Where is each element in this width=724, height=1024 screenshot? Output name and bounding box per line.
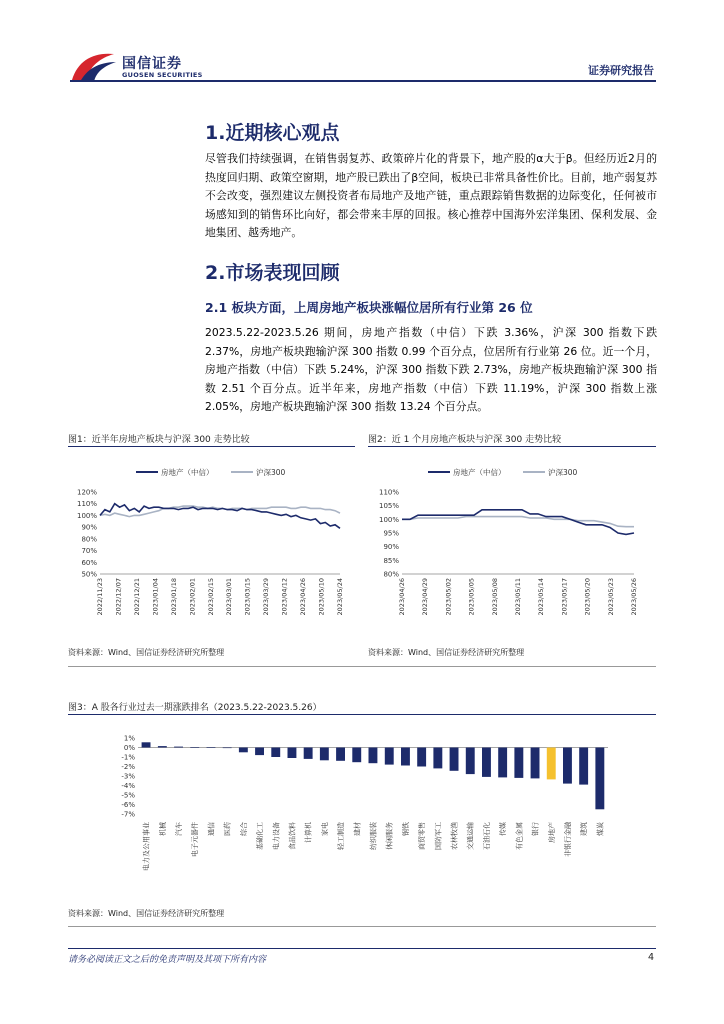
bar bbox=[271, 748, 280, 758]
figure-2-source: 资料来源：Wind、国信证券经济研究所整理 bbox=[368, 648, 525, 657]
bar bbox=[595, 748, 604, 810]
y-tick-label: 70% bbox=[81, 547, 97, 556]
figure-3-bottom-rule bbox=[68, 926, 656, 927]
logo-chinese-name: 国信证券 bbox=[122, 56, 182, 72]
y-tick-label: -1% bbox=[121, 753, 135, 762]
x-tick-label: 2022/12/21 bbox=[132, 578, 141, 616]
y-tick-label: 90% bbox=[383, 543, 399, 552]
figure-3-title: 图3：A 股各行业过去一期涨跌排名（2023.5.22-2023.5.26） bbox=[68, 703, 322, 713]
bar bbox=[466, 748, 475, 775]
bar bbox=[401, 748, 410, 766]
bar bbox=[174, 747, 183, 748]
category-label: 电力及公用事业 bbox=[142, 822, 151, 871]
bar bbox=[304, 748, 313, 759]
x-tick-label: 2022/12/07 bbox=[114, 578, 123, 616]
y-tick-label: 105% bbox=[378, 502, 399, 511]
y-tick-label: -7% bbox=[121, 810, 135, 819]
logo-english-name: GUOSEN SECURITIES bbox=[122, 71, 203, 79]
bar bbox=[158, 746, 167, 747]
x-tick-label: 2023/02/15 bbox=[206, 578, 215, 616]
x-tick-label: 2023/04/26 bbox=[398, 578, 406, 616]
category-label: 有色金属 bbox=[515, 822, 524, 850]
figure-1-chart bbox=[68, 450, 358, 640]
category-label: 轻工制造 bbox=[337, 822, 346, 850]
x-tick-label: 2023/05/24 bbox=[336, 578, 344, 616]
category-label: 钢铁 bbox=[401, 822, 410, 836]
y-tick-label: 90% bbox=[81, 523, 97, 532]
figure-1-source: 资料来源：Wind、国信证券经济研究所整理 bbox=[68, 648, 225, 657]
category-label: 房地产 bbox=[547, 822, 556, 843]
x-tick-label: 2022/11/23 bbox=[96, 578, 104, 616]
bar bbox=[352, 748, 361, 763]
category-label: 汽车 bbox=[175, 822, 184, 836]
category-label: 纺织服装 bbox=[369, 822, 378, 850]
x-tick-label: 2023/05/10 bbox=[317, 578, 326, 616]
bar bbox=[417, 748, 426, 767]
bar bbox=[433, 748, 442, 769]
bar bbox=[498, 748, 507, 778]
bar bbox=[223, 748, 232, 749]
category-label: 计算机 bbox=[304, 822, 313, 843]
bar bbox=[190, 747, 199, 748]
x-tick-label: 2023/04/26 bbox=[299, 578, 308, 616]
x-tick-label: 2023/05/14 bbox=[537, 578, 546, 616]
report-type-label: 证券研究报告 bbox=[588, 64, 654, 77]
category-label: 银行 bbox=[531, 822, 540, 836]
bar bbox=[482, 748, 491, 777]
section-1-title: 1.近期核心观点 bbox=[205, 122, 340, 144]
disclaimer-notice: 请务必阅读正文之后的免责声明及其项下所有内容 bbox=[68, 955, 267, 965]
y-tick-label: 100% bbox=[76, 511, 97, 520]
y-tick-label: 110% bbox=[76, 500, 97, 509]
x-tick-label: 2023/05/20 bbox=[583, 578, 592, 616]
figure-3-chart bbox=[68, 718, 656, 898]
figure-3-source: 资料来源：Wind、国信证券经济研究所整理 bbox=[68, 909, 225, 918]
section-2-body: 2023.5.22-2023.5.26 期间，房地产指数（中信）下跌 3.36%，沪深 300 指数下跌 2.37%，房地产板块跑输沪深 300 指数 0.99 个百分点，位居所有行业第 26 位。近一个月，房地产指数（中信）下跌 5.24%，沪深 300 指数下跌 2.73%，房地产板块跑输沪深 300 指数 2.51 个百分点。近半年来，房地产指数（中信）下跌 11.19%，沪深 300 指数上涨 2.05%，房地产板块跑输沪深 300 指数 13.24 个百分点。 bbox=[205, 326, 657, 414]
bar bbox=[547, 748, 556, 780]
y-tick-label: -5% bbox=[121, 791, 135, 800]
legend-label-1: 沪深300 bbox=[256, 468, 286, 477]
figure-2-chart bbox=[368, 450, 658, 640]
category-label: 商贸零售 bbox=[418, 822, 427, 850]
bar bbox=[514, 748, 523, 778]
chart-legend bbox=[136, 467, 286, 477]
y-tick-label: 100% bbox=[378, 515, 399, 524]
figure-2-top-rule bbox=[368, 446, 656, 447]
category-label: 石油石化 bbox=[482, 822, 491, 850]
category-label: 医药 bbox=[223, 822, 232, 836]
category-label: 机械 bbox=[158, 822, 167, 836]
category-label: 基础化工 bbox=[256, 822, 265, 850]
category-label: 煤炭 bbox=[596, 822, 605, 836]
y-tick-label: 50% bbox=[81, 570, 97, 579]
bar bbox=[239, 748, 248, 753]
category-label: 交通运输 bbox=[466, 822, 475, 850]
bar bbox=[207, 747, 216, 748]
category-label: 建筑 bbox=[580, 822, 589, 836]
y-tick-label: 95% bbox=[383, 529, 399, 538]
category-label: 综合 bbox=[239, 822, 248, 836]
category-label: 家电 bbox=[320, 822, 329, 836]
x-tick-label: 2023/04/29 bbox=[421, 578, 430, 616]
y-tick-label: 110% bbox=[378, 488, 399, 497]
y-tick-label: 80% bbox=[383, 570, 399, 579]
x-tick-label: 2023/05/17 bbox=[560, 578, 569, 616]
y-tick-label: 0% bbox=[123, 744, 135, 752]
category-label: 非银行金融 bbox=[563, 822, 572, 857]
x-tick-label: 2023/01/18 bbox=[169, 578, 178, 616]
bar bbox=[336, 748, 345, 761]
figure-1-top-rule bbox=[68, 446, 355, 447]
section-1-body: 尽管我们持续强调，在销售弱复苏、政策碎片化的背景下，地产股的α大于β。但经历近2月的热度回归期、政策空窗期，地产股已跌出了β空间，板块已非常具备性价比。目前，地产弱复苏不会改变，强烈建议左侧投资者布局地产及地产链，重点跟踪销售数据的边际变化，任何被市场感知到的销售环比向好，都会带来丰厚的回报。核心推荐中国海外宏洋集团、保利发展、金地集团、越秀地产。 bbox=[205, 152, 657, 240]
y-tick-label: -4% bbox=[121, 782, 135, 790]
category-label: 建材 bbox=[353, 822, 362, 836]
y-tick-label: 1% bbox=[123, 734, 135, 743]
section-2-title: 2.市场表现回顾 bbox=[205, 262, 340, 284]
x-tick-label: 2023/02/01 bbox=[188, 578, 197, 616]
category-label: 食品饮料 bbox=[288, 822, 297, 850]
bar bbox=[288, 748, 297, 759]
category-label: 传媒 bbox=[499, 822, 508, 836]
legend-label-0: 房地产（中信） bbox=[161, 468, 214, 477]
figure-row-divider bbox=[68, 666, 656, 667]
bar bbox=[450, 748, 459, 771]
figure-1-title: 图1：近半年房地产板块与沪深 300 走势比较 bbox=[68, 435, 250, 445]
bar bbox=[320, 748, 329, 761]
category-label: 电子元器件 bbox=[191, 822, 200, 857]
section-2-1-title: 2.1 板块方面，上周房地产板块涨幅位居所有行业第 26 位 bbox=[205, 300, 533, 315]
x-tick-label: 2023/01/04 bbox=[151, 578, 160, 616]
footer-divider bbox=[68, 948, 656, 949]
guosen-logo-mark-icon bbox=[70, 50, 118, 84]
category-label: 通信 bbox=[207, 822, 216, 836]
figure-2-title: 图2：近 1 个月房地产板块与沪深 300 走势比较 bbox=[368, 435, 562, 445]
bar bbox=[531, 748, 540, 779]
x-tick-label: 2023/05/23 bbox=[606, 578, 615, 616]
bar bbox=[385, 748, 394, 765]
y-tick-label: -2% bbox=[121, 763, 135, 771]
series-line-1 bbox=[100, 506, 340, 516]
legend-label-0: 房地产（中信） bbox=[453, 468, 506, 477]
bar bbox=[255, 748, 264, 756]
x-tick-label: 2023/03/01 bbox=[225, 578, 234, 616]
bar bbox=[142, 742, 151, 747]
bar bbox=[563, 748, 572, 784]
y-tick-label: 80% bbox=[81, 535, 97, 544]
bar bbox=[369, 748, 378, 764]
category-label: 休闲服务 bbox=[385, 822, 394, 850]
category-label: 电力设备 bbox=[272, 822, 281, 850]
figure-3-top-rule bbox=[68, 714, 656, 715]
x-tick-label: 2023/05/11 bbox=[514, 578, 522, 616]
legend-label-1: 沪深300 bbox=[548, 468, 578, 477]
x-tick-label: 2023/03/29 bbox=[262, 578, 271, 616]
y-tick-label: 85% bbox=[383, 556, 399, 565]
x-tick-label: 2023/05/02 bbox=[444, 578, 453, 616]
y-tick-label: -6% bbox=[121, 801, 135, 809]
x-tick-label: 2023/05/05 bbox=[467, 578, 476, 616]
x-tick-label: 2023/05/08 bbox=[490, 578, 499, 616]
y-tick-label: 60% bbox=[81, 558, 97, 567]
x-tick-label: 2023/04/12 bbox=[280, 578, 289, 616]
category-label: 农林牧渔 bbox=[450, 822, 459, 850]
y-tick-label: -3% bbox=[121, 772, 135, 781]
x-tick-label: 2023/05/26 bbox=[630, 578, 638, 616]
chart-legend bbox=[428, 467, 578, 477]
page-number: 4 bbox=[647, 952, 654, 963]
header-divider bbox=[70, 80, 656, 82]
x-tick-label: 2023/03/15 bbox=[243, 578, 252, 616]
y-tick-label: 120% bbox=[76, 488, 97, 497]
category-label: 国防军工 bbox=[434, 822, 443, 850]
bar bbox=[579, 748, 588, 785]
